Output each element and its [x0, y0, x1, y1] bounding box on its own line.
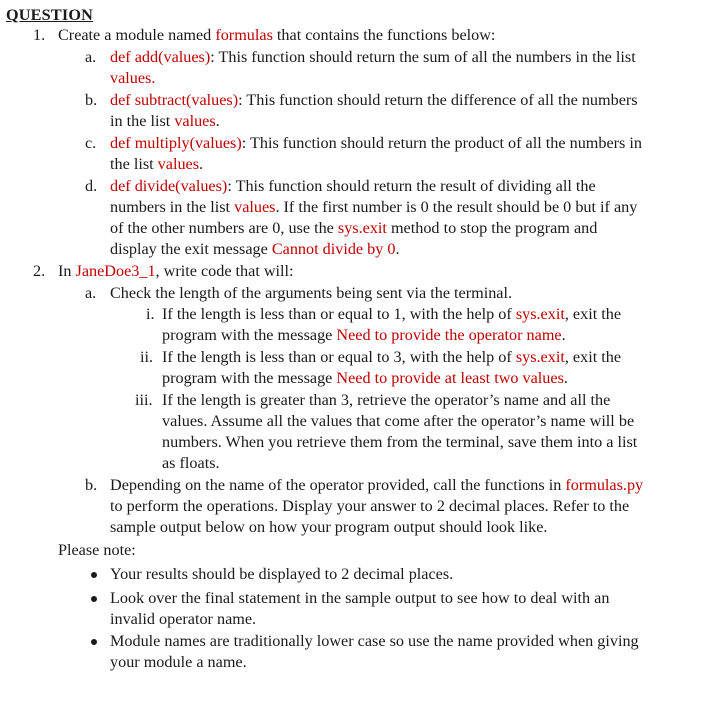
- q1a-marker: a.: [85, 48, 97, 66]
- q1d-line4: display the exit message Cannot divide by 0.: [110, 240, 400, 258]
- q1a-line2: values.: [110, 69, 156, 87]
- q2a-i-line1: If the length is less than or equal to 1, with the help of sys.exit, exit the: [162, 305, 622, 323]
- q2a-marker: a.: [85, 284, 97, 302]
- q2a-iii-line2: values. Assume all the values that come after the operator’s name will be: [162, 412, 635, 430]
- q1c-line2: the list values.: [110, 155, 204, 173]
- note-bullet-3-line2: your module a name.: [110, 653, 247, 671]
- q2b-line1: Depending on the name of the operator provided, call the functions in formulas.py: [110, 476, 644, 494]
- q1d-line3: of the other numbers are 0, use the sys.exit method to stop the program and: [110, 219, 598, 237]
- note-heading: Please note:: [58, 541, 136, 559]
- bullet-dot: [91, 596, 97, 602]
- q1c-marker: c.: [85, 134, 97, 152]
- multiply-signature: def multiply(values): [110, 134, 242, 152]
- bullet-dot: [91, 572, 97, 578]
- add-signature: def add(values): [110, 48, 211, 66]
- q2a-i-line2: program with the message Need to provide the operator name.: [162, 326, 566, 344]
- q1-intro: Create a module named formulas that contains the functions below:: [58, 26, 496, 44]
- q1c-line1: def multiply(values): This function should return the product of all the numbers in: [110, 134, 642, 152]
- q1d-line2: numbers in the list values. If the first number is 0 the result should be 0 but if any: [110, 198, 638, 216]
- formulas-file: formulas.py: [565, 476, 644, 494]
- q2-intro: In JaneDoe3_1, write code that will:: [58, 262, 294, 280]
- q2a-ii-line2: program with the message Need to provide at least two values.: [162, 369, 568, 387]
- file-name: JaneDoe3_1: [75, 262, 156, 280]
- q2a-iii-line4: as floats.: [162, 454, 220, 472]
- page-title: QUESTION: [6, 6, 94, 24]
- note-bullet-2-line1: Look over the final statement in the sample output to see how to deal with an: [110, 589, 610, 607]
- bullet-dot: [91, 639, 97, 645]
- q2b-line2: to perform the operations. Display your answer to 2 decimal places. Refer to the: [110, 497, 630, 515]
- q2a-iii-line1: If the length is greater than 3, retrieve the operator’s name and all the: [162, 391, 611, 409]
- divide-signature: def divide(values): [110, 177, 228, 195]
- q2a-ii-marker: ii.: [140, 348, 154, 366]
- q2a-i-marker: i.: [146, 305, 155, 323]
- note-bullet-3-line1: Module names are traditionally lower case so use the name provided when giving: [110, 632, 639, 650]
- q2b-marker: b.: [85, 476, 98, 494]
- q2a-iii-line3: numbers. When you retrieve them from the terminal, save them into a list: [162, 433, 638, 451]
- q2a-text: Check the length of the arguments being sent via the terminal.: [110, 284, 513, 302]
- q2-number: 2.: [33, 262, 46, 280]
- q1d-marker: d.: [85, 177, 98, 195]
- q1b-line1: def subtract(values): This function should return the difference of all the numbers: [110, 91, 638, 109]
- q1b-line2: in the list values.: [110, 112, 220, 130]
- q1a-line1: def add(values): This function should return the sum of all the numbers in the list: [110, 48, 636, 66]
- subtract-signature: def subtract(values): [110, 91, 239, 109]
- q2a-iii-marker: iii.: [135, 391, 153, 409]
- note-bullet-2-line2: invalid operator name.: [110, 610, 257, 628]
- q1b-marker: b.: [85, 91, 98, 109]
- q2b-line3: sample output below on how your program output should look like.: [110, 518, 548, 536]
- q1-number: 1.: [33, 26, 46, 44]
- q1d-line1: def divide(values): This function should return the result of dividing all the: [110, 177, 596, 195]
- q2a-ii-line1: If the length is less than or equal to 3, with the help of sys.exit, exit the: [162, 348, 622, 366]
- module-name: formulas: [215, 26, 273, 44]
- note-bullet-1: Your results should be displayed to 2 decimal places.: [110, 565, 454, 583]
